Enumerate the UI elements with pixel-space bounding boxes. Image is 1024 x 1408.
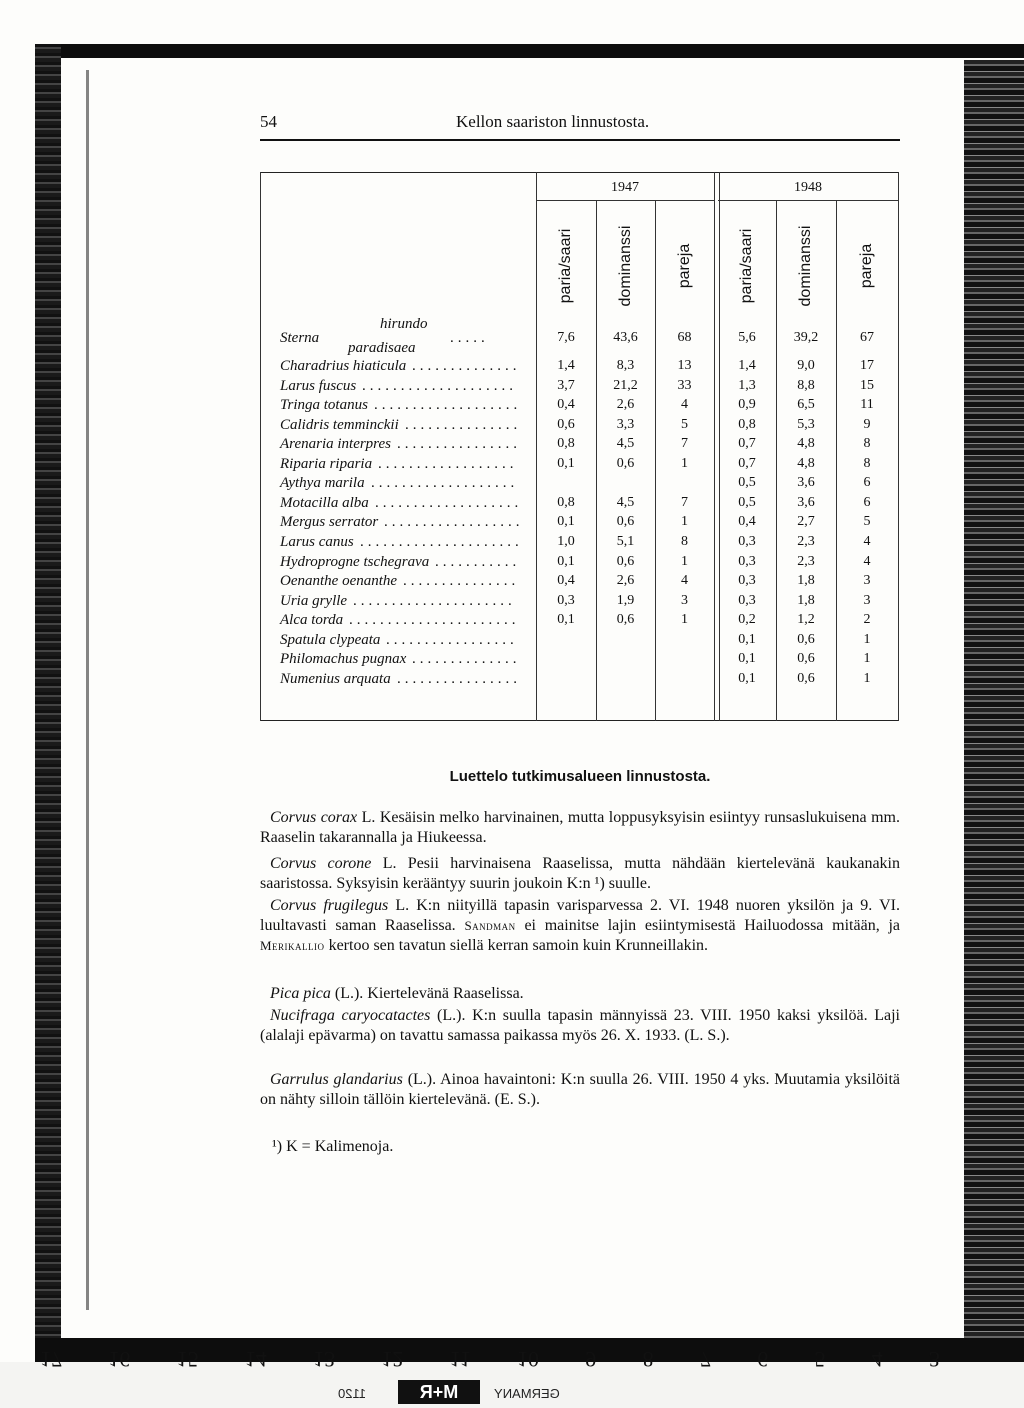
table-cell: 0,1 <box>557 553 575 569</box>
table-cell: 0,8 <box>738 416 756 432</box>
table-cell: 0,4 <box>557 573 575 589</box>
leader-dots: ..................... <box>353 592 516 609</box>
author-merikallio: Merikallio <box>260 938 325 953</box>
table-row <box>260 378 898 398</box>
table-cell: 0,6 <box>616 553 635 569</box>
table-row <box>260 436 898 456</box>
paragraph-garrulus: Garrulus glandarius (L.). Ainoa havaintoni: K:n suulla 26. VIII. 1950 4 yks. Muutamia yksilöitä on nähty silloin tällöin kiertelevänä. (E. S.). <box>260 1071 900 1108</box>
table-cell: 43,6 <box>613 330 638 345</box>
col-header-paria-saari-1947: paria/saari <box>557 228 574 304</box>
leader-dots: .................. <box>384 514 524 531</box>
table-row <box>260 534 898 554</box>
table-cell: 5,3 <box>797 416 815 432</box>
col-header-pareja-1947: pareja <box>676 243 693 289</box>
table-row <box>260 632 898 652</box>
paragraph-nucifraga: Nucifraga caryocatactes (L.). K:n suulla tapasin männyissä 23. VIII. 1950 kaksi yksilöä. Laji (alalaji epävarma) on tavattu samassa paikassa myös 26. X. 1933. (L. S.). <box>260 1007 900 1044</box>
ruler-number: 11 <box>449 1347 471 1372</box>
col-header-dominanssi-1948: dominanssi <box>797 225 814 307</box>
table-cell: 2,6 <box>616 573 635 589</box>
table-cell: 11 <box>860 397 874 413</box>
table-cell: 9,0 <box>797 358 815 373</box>
table-cell: 68 <box>677 330 692 345</box>
table-cell: 39,2 <box>793 330 819 345</box>
table-cell: 0,1 <box>738 631 756 647</box>
table-cell: 1 <box>681 514 688 530</box>
table-cell: 0,5 <box>738 475 756 491</box>
table-cell: 0,5 <box>738 494 756 510</box>
ruler-number: 15 <box>176 1347 199 1372</box>
table-cell: 7 <box>681 436 688 452</box>
table-cell: 17 <box>860 358 874 373</box>
species-name: Philomachus pugnax <box>280 651 407 668</box>
table-cell: 0,3 <box>738 553 756 569</box>
ruler-number: 9 <box>585 1347 597 1372</box>
table-cell: 1,0 <box>557 533 575 549</box>
ruler-number: 10 <box>517 1347 540 1372</box>
table-cell: 9 <box>863 416 871 432</box>
table-cell: 4,5 <box>616 494 635 510</box>
leader-dots: ................ <box>397 436 521 453</box>
ruler-number: 16 <box>108 1347 131 1372</box>
table-cell: 0,8 <box>557 494 575 510</box>
table-cell: 3 <box>863 592 871 608</box>
ruler-number: 8 <box>642 1347 654 1372</box>
scan-border-right <box>964 60 1024 1360</box>
section-title: Luettelo tutkimusalueen linnustosta. <box>449 768 711 785</box>
table-cell: 0,6 <box>557 416 575 432</box>
table-cell: 0,6 <box>797 670 815 686</box>
ruler-number: 12 <box>381 1347 404 1372</box>
table-cell: 2,3 <box>797 553 815 569</box>
table-row <box>260 573 898 593</box>
leader-dots: ................... <box>375 494 523 511</box>
table-cell: 5 <box>681 416 688 432</box>
species-name: Oenanthe oenanthe <box>280 573 398 590</box>
sterna-genus: Sterna <box>280 330 320 346</box>
table-cell: 0,8 <box>557 436 575 452</box>
table-cell: 7 <box>681 494 688 510</box>
leader-dots: ................. <box>386 631 518 648</box>
table-cell: 0,6 <box>616 455 635 471</box>
species-table <box>260 172 900 742</box>
table-cell: 4,8 <box>797 436 815 452</box>
scan-border-left <box>35 44 61 1374</box>
table-cell: 3,6 <box>797 494 815 510</box>
table-row <box>260 671 898 691</box>
table-row <box>260 612 898 632</box>
species-name: Hydroprogne tschegrava <box>280 553 430 570</box>
table-cell: 4 <box>681 397 688 413</box>
table-cell: 0,3 <box>738 573 756 589</box>
ruler-number: 5 <box>814 1347 826 1372</box>
table-row <box>260 397 898 417</box>
year-1948: 1948 <box>794 180 822 195</box>
ruler-left-text: 1120 <box>338 1386 366 1401</box>
table-cell: 0,6 <box>797 651 815 667</box>
table-cell: 0,1 <box>557 514 575 530</box>
table-cell: 0,1 <box>738 670 756 686</box>
ruler-number: 14 <box>244 1347 267 1372</box>
leader-dots: ................ <box>397 670 521 687</box>
species-name: Riparia riparia <box>280 455 373 472</box>
species-name: Corvus corone <box>270 855 372 872</box>
species-name: Charadrius hiaticula <box>280 358 407 374</box>
year-1947: 1947 <box>611 180 639 195</box>
table-cell: 1,3 <box>738 377 756 393</box>
species-name: Larus canus <box>280 533 354 550</box>
paragraph-corvus-corax: Corvus corax L. Kesäisin melko harvinainen, mutta loppusyksyisin esiintyy runsaslukuisena mm. Raaselin takarannalla ja Hiukeessa. <box>260 809 901 846</box>
table-cell: 3 <box>681 592 688 608</box>
leader-dots: .................. <box>378 455 518 472</box>
table-cell: 4,8 <box>797 455 815 471</box>
table-cell: 1 <box>681 455 688 471</box>
ruler-number: 6 <box>757 1347 769 1372</box>
ruler-number: 4 <box>871 1347 883 1372</box>
table-bottom-rule <box>260 720 898 721</box>
page-number: 54 <box>260 112 277 131</box>
table-row <box>260 358 898 378</box>
table-cell: 0,1 <box>738 651 756 667</box>
table-cell: 5,1 <box>616 533 635 549</box>
species-name: Spatula clypeata <box>280 631 381 648</box>
species-name: Calidris temminckii <box>280 416 399 433</box>
table-cell: 4,5 <box>616 436 635 452</box>
table-row <box>260 456 898 476</box>
running-title: Kellon saariston linnustosta. <box>456 112 650 131</box>
table-cell: 1 <box>863 631 871 647</box>
footnote: ¹) K = Kalimenoja. <box>272 1138 394 1155</box>
species-name: Pica pica <box>270 985 331 1002</box>
table-cell: 8 <box>863 436 871 452</box>
table-cell: 2,7 <box>797 514 815 530</box>
species-name: Corvus frugilegus <box>270 897 389 914</box>
table-cell: 13 <box>677 358 692 373</box>
leader-dots: ................... <box>374 397 522 414</box>
table-cell: 0,4 <box>557 397 575 413</box>
paragraph-corvus-corone: Corvus corone L. Pesii harvinaisena Raaselissa, mutta nähdään kiertelevänä kaukanakin saaristossa. Syksyisin kerääntyy suurin joukoin K:n ¹) suulle. <box>260 855 901 892</box>
table-cell: 0,3 <box>738 533 756 549</box>
col-header-paria-saari-1948: paria/saari <box>738 228 755 304</box>
species-name: Motacilla alba <box>280 494 369 511</box>
table-cell: 1,9 <box>616 592 635 608</box>
species-name: Nucifraga caryocatactes <box>270 1007 431 1024</box>
table-row <box>260 554 898 574</box>
ruler-number: 13 <box>313 1347 336 1372</box>
species-name: Larus fuscus <box>280 377 357 394</box>
table-cell: 5 <box>863 514 871 530</box>
col-header-pareja-1948: pareja <box>858 243 875 289</box>
table-cell: 2,3 <box>797 533 815 549</box>
table-cell: 3,7 <box>557 377 575 393</box>
ruler-number: 7 <box>699 1347 711 1372</box>
leader-dots: ................... <box>371 475 519 492</box>
table-cell: 8,3 <box>616 358 635 373</box>
table-cell: 6,5 <box>797 397 815 413</box>
table-cell: 1 <box>681 553 688 569</box>
table-cell: 6 <box>863 494 871 510</box>
species-name: Mergus serrator <box>280 514 379 531</box>
table-cell: 8,8 <box>797 377 815 393</box>
table-cell: 1,8 <box>797 573 815 589</box>
table-cell: 1 <box>863 651 871 667</box>
ruler-number: 3 <box>928 1347 940 1372</box>
table-cell: 0,1 <box>557 612 575 628</box>
table-row <box>260 514 898 534</box>
table-cell: 1,8 <box>797 592 815 608</box>
table-cell: 33 <box>677 377 692 393</box>
author-sandman: Sandman <box>464 918 516 933</box>
table-row: ..... 7,6 43,6 68 5,6 39,2 67 <box>260 330 898 350</box>
table-row <box>260 593 898 613</box>
table-cell: 0,4 <box>738 514 756 530</box>
table-cell: 2 <box>863 612 871 628</box>
paragraph-pica-pica: Pica pica (L.). Kiertelevänä Raaselissa. <box>270 985 524 1002</box>
leader-dots: .............. <box>412 358 521 374</box>
table-cell: 8 <box>863 455 871 471</box>
table-right-border <box>898 172 899 721</box>
table-cell: 3,6 <box>797 475 815 491</box>
scan-border-top <box>35 44 1024 58</box>
ruler-logo: M+R <box>398 1380 480 1404</box>
col-header-dominanssi-1947: dominanssi <box>617 225 634 307</box>
table-cell: 0,6 <box>616 514 635 530</box>
table-cell: 0,1 <box>557 455 575 471</box>
species-name: Numenius arquata <box>280 670 391 687</box>
table-cell: 8 <box>681 533 688 549</box>
table-cell: 0,3 <box>557 592 575 608</box>
species-name: Corvus corax <box>270 809 358 826</box>
table-cell: 4 <box>681 573 688 589</box>
table-row <box>260 651 898 671</box>
table-cell: 67 <box>860 330 874 345</box>
table-cell: 1 <box>681 612 688 628</box>
table-cell: 2,6 <box>616 397 635 413</box>
table-cell: 0,6 <box>797 631 815 647</box>
table-cell: 3,3 <box>616 416 635 432</box>
leader-dots: .................... <box>362 377 517 394</box>
table-cell: 0,7 <box>738 436 756 452</box>
species-name: Alca torda <box>280 612 344 629</box>
table-cell: 5,6 <box>738 330 756 345</box>
ruler-number: 17 <box>40 1347 62 1372</box>
table-cell: 0,9 <box>738 397 756 413</box>
table-cell: 4 <box>863 533 871 549</box>
leader-dots: .............. <box>412 651 521 668</box>
leader-dots: ........... <box>435 553 521 570</box>
header-rule <box>260 139 900 141</box>
table-row <box>260 417 898 437</box>
table-cell: 0,2 <box>738 612 756 628</box>
year-rule <box>718 200 898 201</box>
table-cell: 1,4 <box>557 358 575 373</box>
table-cell: 15 <box>860 377 874 393</box>
table-cell: 1,4 <box>738 358 756 373</box>
table-top-rule <box>260 172 898 173</box>
table-cell: 7,6 <box>557 330 575 345</box>
ruler-right-text: GERMANY <box>494 1386 560 1401</box>
table-row <box>260 495 898 515</box>
table-cell: 0,6 <box>616 612 635 628</box>
leader-dots: ............... <box>405 416 522 433</box>
sterna-paradisaea: paradisaea <box>348 340 416 356</box>
species-name: Tringa totanus <box>280 397 368 414</box>
paragraph-corvus-frugilegus: Corvus frugilegus L. K:n niityillä tapasin varisparvessa 2. VI. 1948 nuoren yksilön ja 9. VI. luultavasti saman Raaselissa. Sandman ei mainitse lajin esiintymisestä Hailuodossa mitään, ja Merikallio kertoo sen tavatun siellä kerran samoin kuin Krunneillakin. <box>260 897 900 954</box>
ruler-numbers <box>40 1346 940 1372</box>
table-row <box>260 475 898 495</box>
species-name: Uria grylle <box>280 592 348 609</box>
table-cell: 6 <box>863 475 871 491</box>
table-cell: 1,2 <box>797 612 815 628</box>
table-cell: 1 <box>863 670 871 686</box>
species-name: Garrulus glandarius <box>270 1071 403 1088</box>
page-header <box>260 112 900 142</box>
sterna-hirundo: hirundo <box>380 316 428 332</box>
table-cell: 0,7 <box>738 455 756 471</box>
table-cell: 4 <box>863 553 871 569</box>
table-cell: 3 <box>863 573 871 589</box>
year-rule <box>536 200 714 201</box>
species-name: Aythya marila <box>280 475 365 492</box>
table-cell: 21,2 <box>613 377 638 393</box>
leader-dots: ...................... <box>349 612 520 629</box>
leader-dots: ..................... <box>360 533 523 550</box>
scan-line <box>86 70 89 1310</box>
table-cell: 0,3 <box>738 592 756 608</box>
species-name: Arenaria interpres <box>280 436 391 453</box>
leader-dots: ............... <box>403 573 520 590</box>
